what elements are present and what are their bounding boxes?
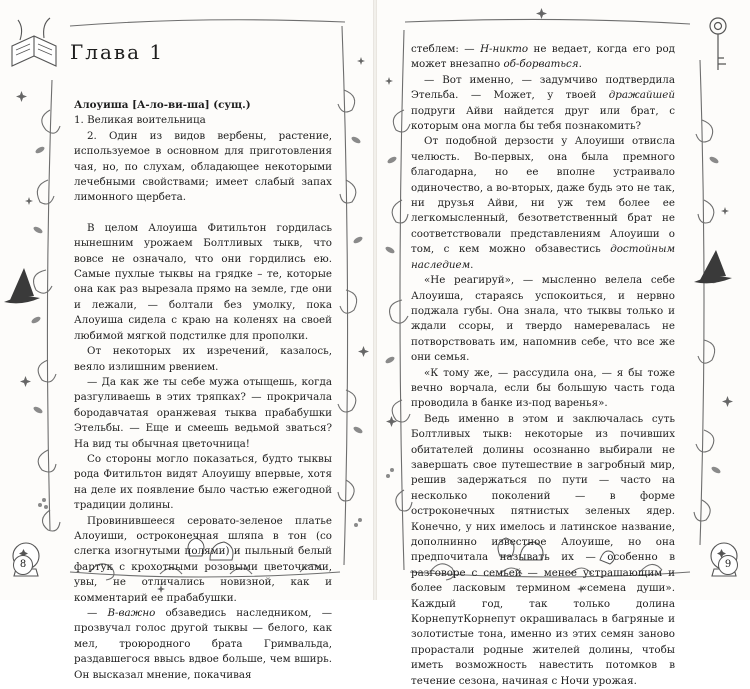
left-page-text bbox=[74, 98, 332, 683]
emphasis: В-важно bbox=[107, 607, 156, 619]
emphasis: об-борваться bbox=[503, 58, 579, 71]
paragraph bbox=[411, 134, 675, 273]
chapter-title: Глава 1 bbox=[70, 40, 165, 64]
text-run: подруги Айви найдется друг или брат, с которым она могла бы тебя познакомить? bbox=[411, 104, 675, 133]
text-run: . bbox=[578, 58, 582, 71]
right-page-text bbox=[411, 42, 675, 689]
paragraph bbox=[411, 73, 675, 135]
right-page bbox=[375, 0, 750, 687]
page-number: 9 bbox=[718, 555, 738, 575]
paragraph: От некоторых их изречений, казалось, веяло излишним рвением. bbox=[74, 345, 332, 373]
emphasis: дражайшей bbox=[608, 89, 675, 102]
text-run: стеблем: — bbox=[411, 43, 481, 55]
emphasis: Н-никто bbox=[480, 43, 529, 55]
paragraph: «К тому же, — рассудила она, — я бы тоже вечно ворчала, если бы большую часть года проводила в банке из-под варенья». bbox=[411, 366, 675, 410]
text-run: От подобной дерзости у Алоуиши отвисла челюсть. Во-первых, она была премного благодарна, но ее вполне устраивало одиночество, а во-вторых, даже будь это не так, ни друзья Айви, ни уж тем более ее легкомысленный, безответственный брат не соответствовали представлениям Алоуиши о том, с кем можно обзавестись bbox=[411, 135, 675, 256]
paragraph: «Не реагируй», — мысленно велела себе Алоуиша, стараясь успокоиться, и нервно поджала губы. Она знала, что тыквы только и ждали ссоры, и твердо намеревалась не потворствовать им, напомнив себе, что все же они семья. bbox=[411, 274, 675, 364]
paragraph: Ведь именно в этом и заключалась суть Болтливых тыкв: некоторые из почивших обитателей долины осознанно выбирали не завершать свое путешествие в загробный мир, решив задержаться по пути — часто на несколько поколений — в форме остроконечных пятнистых зеленых ядер. Конечно, у них имелось и латинское название, дополнинно известное Алоуише, но она предпочитала называть их — особенно в разговоре с семьей — менее устрашающим и более ласковым термином «семена души». Каждый год, так только долина КорнепутКорнепут окрашивалась в багряные и золотистые тона, именно из этих семян заново прорастали родные жителей долины, чтобы иметь возможность навестить потомков в течение сезона, начиная с Ночи урожая. bbox=[411, 412, 675, 687]
dictionary-sense-2: 2. Один из видов вербены, растение, используемое в основном для приготовления чая, но, по слухам, обладающее некоторыми лечебными свойствами; имеет слабый запах лимонного щербета. bbox=[74, 129, 332, 204]
left-page bbox=[0, 0, 375, 681]
paragraph bbox=[411, 42, 675, 73]
text-run: обзаведись наследником, — прозвучал голос другой тыквы — белого, как мел, троюродного брата Гримвальда, раздавшегося ввысь вдвое больше, чем вширь. Он высказал мнение, покачивая bbox=[74, 607, 333, 681]
paragraph: Со стороны могло показаться, будто тыквы рода Фитильтон видят Алоуишу впервые, хотя на деле их появление было частью ежегодной традиции долины. bbox=[74, 452, 332, 512]
text-run: . bbox=[470, 258, 474, 271]
text-run: — bbox=[87, 607, 108, 619]
dictionary-sense-1: 1. Великая воительница bbox=[74, 114, 206, 127]
text-run: не ведает, когда его род может внезапно bbox=[411, 43, 675, 71]
paragraph: Провинившееся серовато-зеленое платье Алоуиши, остроконечная шляпа в тон (со слегка изогнутыми полями) и пыльный белый фартук с крохотными розовыми цветочками, увы, не отличались новизной, как и комментарий ее прабабушки. bbox=[74, 514, 332, 604]
page-number: 8 bbox=[13, 555, 33, 575]
paragraph: — Да как же ты себе мужа отыщешь, когда разгуливаешь в этих тряпках? — прокричала бородавчатая оранжевая тыква прабабушки Этельбы. — Еще и смеешь ведьмой зваться? На вид ты обычная цветочница! bbox=[74, 375, 332, 450]
paragraph: В целом Алоуиша Фитильтон гордилась нынешним урожаем Болтливых тыкв, что вовсе не означало, что они гордились ею. Самые пухлые тыквы на грядке – те, которые она как раз вырезала прямо на земле, где они и лежали, — болтали без умолку, пока Алоуиша сидела с краю на коленях на своей любимой мягкой подстилке для прополки. bbox=[74, 221, 332, 342]
text-run: — Вот именно, — задумчиво подтвердила Этельба. — Может, у твоей bbox=[411, 73, 675, 102]
emphasis: достойным наследием bbox=[411, 243, 675, 271]
dictionary-headword: Алоуиша [А-ло-ви-ша] (сущ.) bbox=[74, 99, 251, 111]
paragraph bbox=[74, 606, 332, 683]
